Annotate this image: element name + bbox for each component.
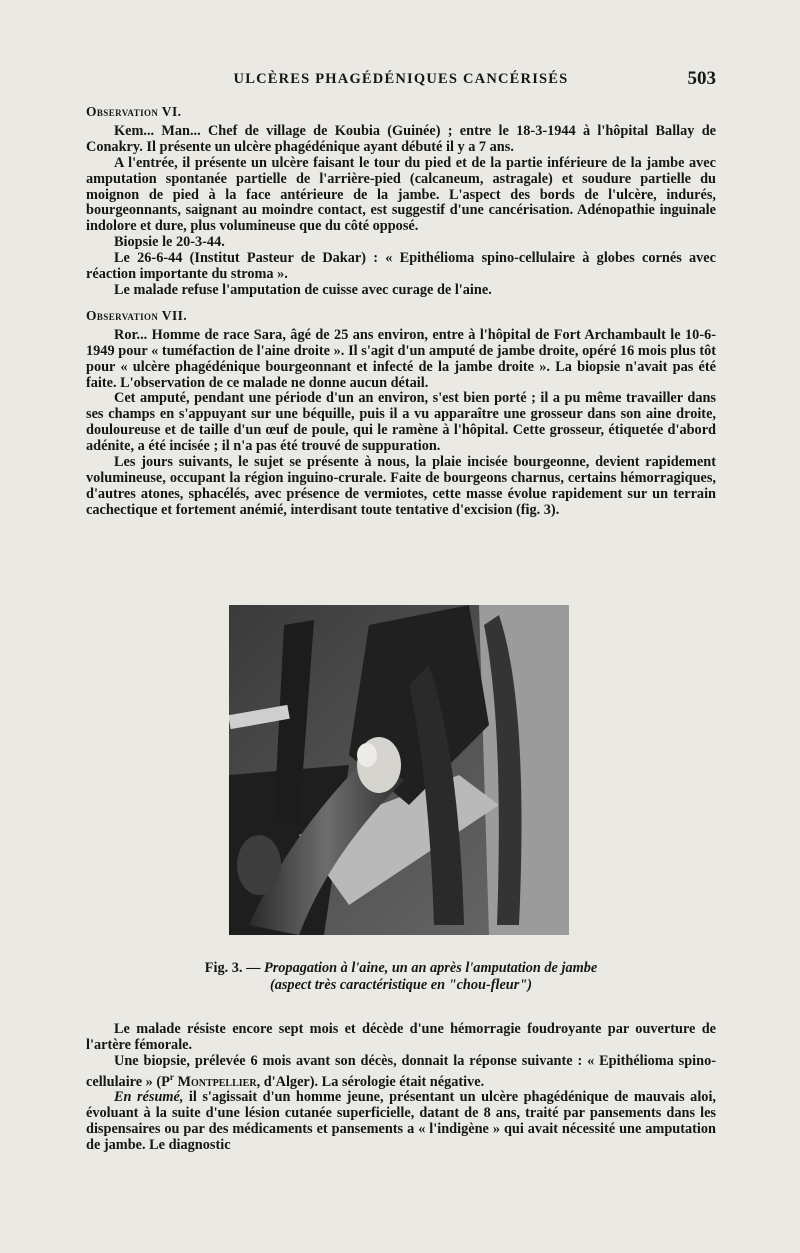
observation-7-paragraph: Les jours suivants, le sujet se présente à nous, la plaie incisée bourgeonne, devient rapidement volumineuse, occupant la région inguino-crurale. Faite de bourgeons charnus, certains hémorragiques, d'autres atones, sphacélés, avec présence de vermiotes, cette masse évolue rapidement sur un terrain cachectique et fortement anémié, interdisant toute tentative d'excision (fig. 3). [86,454,716,518]
photograph-illustration [229,605,569,935]
observation-6-paragraph: Le malade refuse l'amputation de cuisse avec curage de l'aine. [114,281,492,298]
observation-7-paragraph: Cet amputé, pendant une période d'un an environ, s'est bien porté ; il a pu même travailler dans ses champs en s'appuyant sur une béquille, puis il a vu apparaître une grosseur dans son aine droite, douloureuse et de taille d'un œuf de poule, qui le ramène à l'hôpital. Cette grosseur, étiquetée d'abord adénite, a été incisée ; il n'a pas été trouvé de suppuration. [86,390,716,455]
body-paragraph: En résumé, il s'agissait d'un homme jeune, présentant un ulcère phagédénique de mauvais aloi, évoluant à la suite d'une lésion cutanée superficielle, datant de 8 ans, traité par pansements dans les dispensaires ou par des médicaments et pansements a « l'indigène » qui avait nécessité une amputation de jambe. Le diagnostic [86,1089,716,1154]
summary-lead: En résumé, [114,1089,184,1106]
observation-7-paragraph: Ror... Homme de race Sara, âgé de 25 ans environ, entre à l'hôpital de Fort Archambault le 10-6-1949 pour « tuméfaction de l'aine droite ». Il s'agit d'un amputé de jambe droite, opéré 16 mois plus tôt pour « ulcère phagédénique bourgeonnant et infecté de la jambe droite ». La biopsie n'avait pas été faite. L'observation de ce malade ne donne aucun détail. [86,326,716,391]
caption-line-1: Propagation à l'aine, un an après l'amputation de jambe [263,960,598,976]
page-number: 503 [687,68,716,89]
body-paragraph: Le malade résiste encore sept mois et décède d'une hémorragie foudroyante par ouverture de l'artère fémorale. [86,1021,716,1053]
caption-line-2: (aspect très caractéristique en "chou-fleur") [269,977,533,993]
figure-caption [86,960,716,994]
observation-7-heading: Observation VII. [86,307,188,323]
figure-label: Fig. 3. — [204,960,261,976]
author-name: Montpellier [177,1073,257,1090]
body-paragraph: Une biopsie, prélevée 6 mois avant son décès, donnait la réponse suivante : « Epithélioma spino-cellulaire » ($P^r$ Montpellier, d'Alger). La sérologie était négative. [86,1052,716,1090]
page-header [86,68,716,92]
running-title: ULCÈRES PHAGÉDÉNIQUES CANCÉRISÉS [233,71,569,87]
observation-6-paragraph: Kem... Man... Chef de village de Koubia (Guinée) ; entre le 18-3-1944 à l'hôpital Ballay de Conakry. Il présente un ulcère phagédénique ayant débuté il y a 7 ans. [86,122,716,155]
observation-6-paragraph: A l'entrée, il présente un ulcère faisant le tour du pied et de la partie inférieure de la jambe avec amputation spontanée partielle de l'arrière-pied (calcaneum, astragale) et soudure partielle du moignon de pied à la face antérieure de la jambe. L'aspect des bords de l'ulcère, indurés, bourgeonnants, saignant au moindre contact, est suggestif d'une cancérisation. Adénopathie inguinale indolore et dure, plus volumineuse que du côté opposé. [86,154,716,235]
clinical-photograph [229,605,569,935]
upper-text-block [86,104,716,519]
observation-6-paragraph: Le 26-6-44 (Institut Pasteur de Dakar) : « Epithélioma spino-cellulaire à globes cornés avec réaction importante du stroma ». [86,250,716,283]
observation-6-heading: Observation VI. [86,104,182,119]
observation-6-paragraph: Biopsie le 20-3-44. [114,234,225,251]
lower-text-block [86,1022,716,1154]
